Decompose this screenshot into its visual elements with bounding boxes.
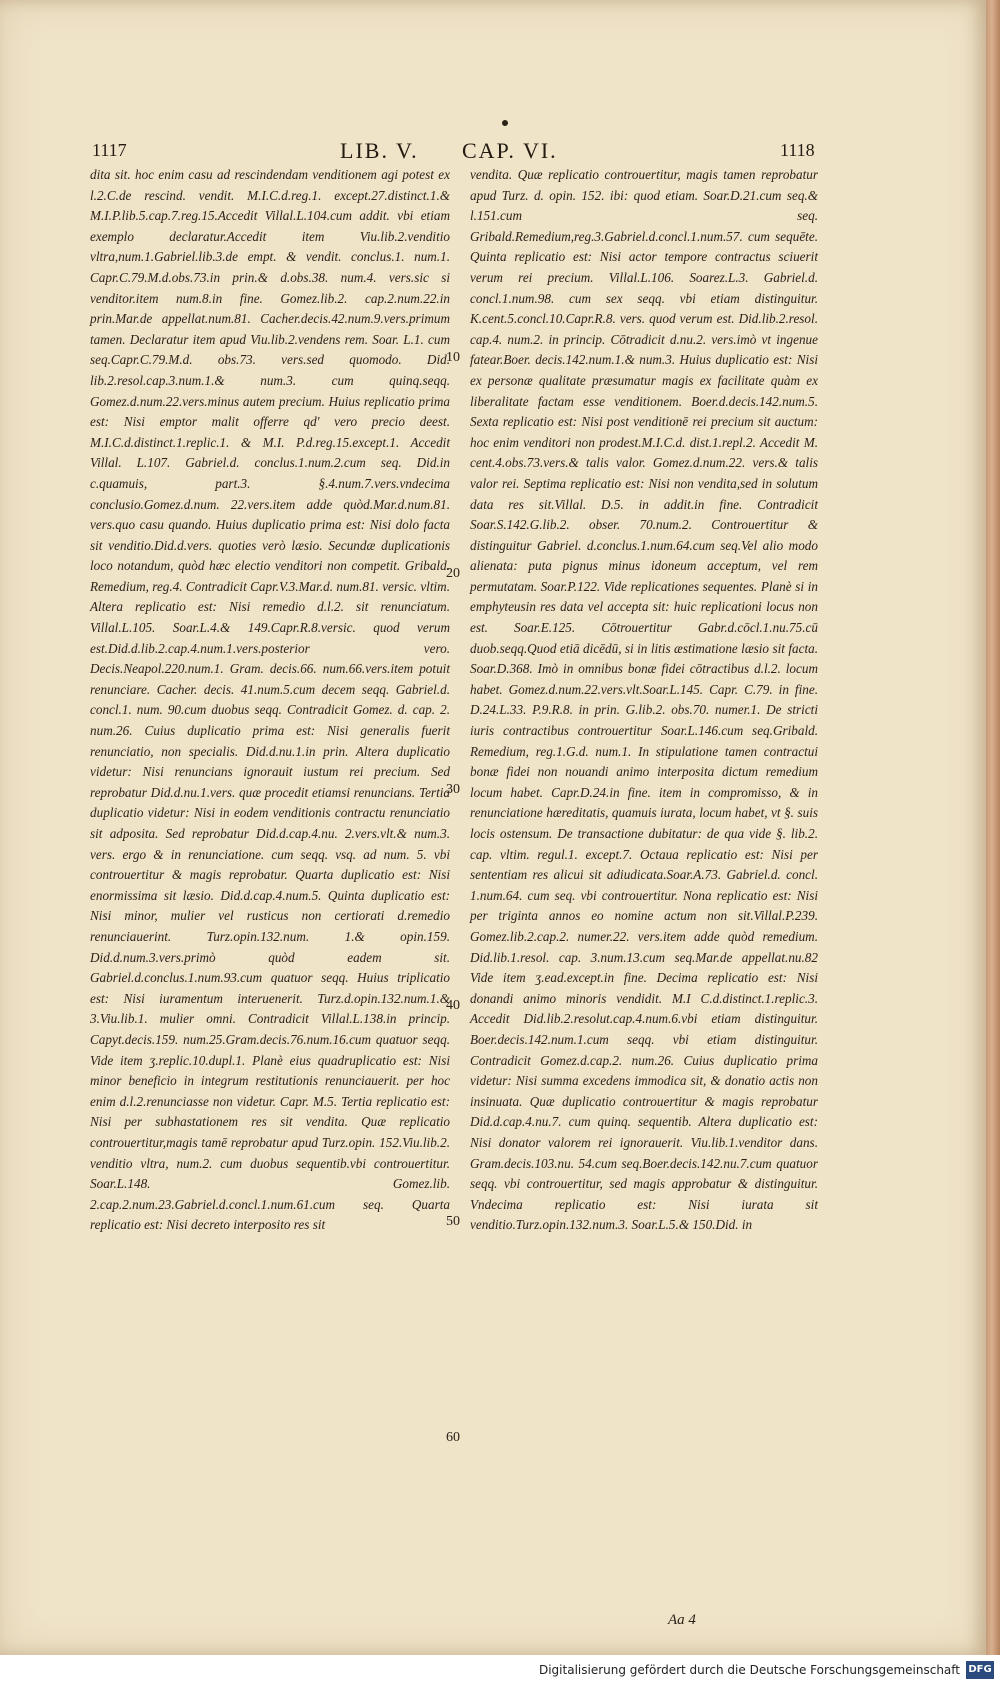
- right-page-number: 1118: [780, 140, 815, 160]
- footer-credit: Digitalisierung gefördert durch die Deutsche Forschungsgemeinschaft: [538, 1663, 960, 1677]
- right-column-text: vendita. Quæ replicatio controuertitur, magis tamen reprobatur apud Turz. d. opin. 152. ibi: quod etiam. Soar.D.21.cum seq.& l.151.cum seq. Gribald.Remedium,reg.3.Gabriel.d.concl.1.num.57. cum sequēte. Quinta replicatio est: Nisi actor tempore contractus sciuerit verum rei precium. Villal.L.106. Soarez.L.3. Gabriel.d. concl.1.num.98. cum sex seqq. vbi etiam distinguitur. K.cent.5.concl.10.Capr.R.8. vers. quod verum est. Did.lib.2.resol. cap.4. num.2. in princip. Cōtradicit d.nu.2. vers.imò vt ingenue fatear.Boer. decis.142.num.1.& num.3. Huius duplicatio est: Nisi ex personæ qualitate præsumatur magis ex facilitate quàm ex liberalitate factam esse venditionem. Boer.d.decis.142.num.5. Sexta replicatio est: Nisi post venditionē rei precium sit auctum: hoc enim venditori non prodest.M.I.C.d. dist.1.repl.2. Accedit M. cent.4.obs.73.vers.& talis valor. Gomez.d.num.22. vers.& talis valor rei. Septima replicatio est: Nisi non vendita,sed in solutum data res sit.Villal. D.5. in addit.in fine. Contradicit Soar.S.142.G.lib.2. obser. 70.num.2. Controuertitur & distinguitur Gabriel. d.conclus.1.num.64.cum seq.Vel alio modo alienata: puta pignus minus idoneum acceptum, vel rem permutatam. Soar.P.122. Vide replicationes sequentes. Planè si in emphyteusin res data vel accepta sit: huic replicationi locus non est. Soar.E.125. Cōtrouertitur Gabr.d.cōcl.1.nu.75.cū duob.seqq.Quod etiā dicēdū, si in litis æstimatione læsio sit facta. Soar.D.368. Imò in omnibus bonæ fidei cōtractibus d.l.2. locum habet. Gomez.d.num.22.vers.vlt.Soar.L.145. Capr. C.79. in fine. D.24.L.33. P.9.R.8. in prin. G.lib.2. obs.70. numer.1. De stricti iuris contractibus controuertitur Soar.L.146.cum seq.Gribald. Remedium, reg.1.G.d. num.1. In stipulatione tamen contractui bonæ fidei non nouandi animo interposita dictum remedium locum habet. Capr.D.24.in fine. item in compromisso, & in renunciatione hæreditatis, quamuis iurata, locum habet, vt §. suis locis ostensum. De transactione dubitatur: de qua vide §. lib.2. cap. vltim. regul.1. except.7. Octaua replicatio est: Nisi per sententiam res alicui sit adiudicata.Soar.A.73. Gabriel.d. concl. 1.num.64. cum seq. vbi controuertitur. Nona replicatio est: Nisi per triginta annos eo nomine actum non sit.Villal.P.239. Gomez.lib.2.cap.2. numer.22. vers.item adde quòd remedium. Did.lib.1.resol. cap. 3.num.13.cum seq.Mar.de appellat.nu.82 Vide item ʒ.ead.except.in fine. Decima replicatio est: Nisi donandi animo minoris vendidit. M.I C.d.distinct.1.replic.3. Accedit Did.lib.2.resolut.cap.4.num.6.vbi etiam distinguitur. Boer.decis.142.num.1.cum seqq. vbi etiam distinguitur. Contradicit Gomez.d.cap.2. num.26. Cuius duplicatio prima videtur: Nisi summa excedens immodica sit, & donatio actis non insinuata. Quæ duplicatio controuertitur & magis reprobatur Did.d.cap.4.nu.7. cum quinq. sequentib. Altera duplicatio est: Nisi donator valorem rei ignorauerit. Viu.lib.1.venditor dans. Gram.decis.103.nu. 54.cum seq.Boer.decis.142.nu.7.cum quatuor seqq. vbi controuertitur, sed magis approbatur & distinguitur. Vndecima replicatio est: Nisi iurata sit venditio.Turz.opin.132.num.3. Soar.L.5.& 150.Did. in: [470, 167, 818, 1233]
- line-number-40: 40: [446, 998, 460, 1013]
- footer-bar: [0, 1655, 1000, 1688]
- left-column-text: dita sit. hoc enim casu ad rescindendam venditionem agi potest ex l.2.C.de rescind. vendit. M.I.C.d.reg.1. except.27.distinct.1.& M.I.P.lib.5.cap.7.reg.15.Accedit Villal.L.104.cum addit. vbi etiam exemplo declaratur.Accedit item Viu.lib.2.venditio vltra,num.1.Gabriel.lib.3.de empt. & vendit. conclus.1. num.1. Capr.C.79.M.d.obs.73.in prin.& d.obs.38. num.4. vers.sic si venditor.item num.8.in fine. Gomez.lib.2. cap.2.num.22.in prin.Mar.de appellat.num.81. Cacher.decis.42.num.9.vers.primum tamen. Declaratur item apud Viu.lib.2.vendens rem. Soar. L.1. cum seq.Capr.C.79.M.d. obs.73. vers.sed quomodo. Did. lib.2.resol.cap.3.num.1.& num.3. cum quinq.seqq. Gomez.d.num.22.vers.minus autem precium. Huius replicatio prima est: Nisi emptor malit offerre qd' vero precio deest. M.I.C.d.distinct.1.replic.1. & M.I. P.d.reg.15.except.1. Accedit Villal. L.107. Gabriel.d. conclus.1.num.2.cum seq. Did.in c.quamuis, part.3. §.4.num.7.vers.vndecima conclusio.Gomez.d.num. 22.vers.item adde quòd.Mar.d.num.81. vers.quo casu quando. Huius duplicatio prima est: Nisi dolo facta sit venditio.Did.d.vers. quoties verò læsio. Secundæ duplicationis loco notandum, quòd hæc electio venditori non competit. Gribald. Remedium, reg.4. Contradicit Capr.V.3.Mar.d. num.81. versic. vltim. Altera replicatio est: Nisi remedio d.l.2. sit renunciatum. Villal.L.105. Soar.L.4.& 149.Capr.R.8.versic. quod verum est.Did.d.lib.2.cap.4.num.1.vers.posterior vero. Decis.Neapol.220.num.1. Gram. decis.66. num.66.vers.item potuit renunciare. Cacher. decis. 41.num.5.cum decem seqq. Gabriel.d. concl.1. num. 90.cum duobus seqq. Contradicit Gomez. d. cap. 2. num.26. Cuius duplicatio prima est: Nisi generalis fuerit renunciatio, non specialis. Did.d.nu.1.in prin. Altera duplicatio videtur: Nisi renuncians ignorauit iustum rei precium. Sed reprobatur Did.d.nu.1.vers. quæ procedit etiamsi renuncians. Tertia duplicatio videtur: Nisi in eodem venditionis contractu renunciatio sit adposita. Sed reprobatur Did.d.cap.4.nu. 2.vers.vlt.& num.3. vers. ergo & in renunciatione. cum seqq. vsq. ad num. 5. vbi controuertitur & magis reprobatur. Quarta duplicatio est: Nisi enormissima sit læsio. Did.d.cap.4.num.5. Quinta duplicatio est: Nisi minor, mulier vel rusticus non certiorati d.remedio renunciauerint. Turz.opin.132.num. 1.& opin.159. Did.d.num.3.vers.primò quòd eadem sit. Gabriel.d.conclus.1.num.93.cum quatuor seqq. Huius triplicatio est: Nisi iuramentum interuenerit. Turz.d.opin.132.num.1.& 3.Viu.lib.1. mulier omni. Contradicit Villal.L.138.in princip. Capyt.decis.159. num.25.Gram.decis.76.num.16.cum quatuor seqq. Vide item ʒ.replic.10.dupl.1. Planè eius quadruplicatio est: Nisi minor beneficio in integrum restitutionis renunciauerit. per hoc enim d.l.2.renunciasse non videtur. Capr. M.5. Tertia replicatio est: Nisi per subhastationem res sit vendita. Quæ replicatio controuertitur,magis tamē reprobatur apud Turz.opin. 152.Viu.lib.2. venditio vltra, num.2. cum duobus sequentib.vbi controuertitur. Soar.L.148. Gomez.lib. 2.cap.2.num.23.Gabriel.d.concl.1.num.61.cum seq. Quarta replicatio est: Nisi decreto interposito res sit: [90, 167, 450, 1233]
- left-text-column: [90, 165, 450, 1236]
- line-number-50: 50: [446, 1214, 460, 1229]
- line-number-20: 20: [446, 566, 460, 581]
- ink-dot: [502, 120, 508, 126]
- right-text-column: [470, 165, 818, 1236]
- dfg-logo-icon: DFG: [966, 1661, 994, 1679]
- running-title-right: CAP. VI.: [462, 138, 558, 163]
- running-title-left: LIB. V.: [340, 138, 419, 163]
- left-page-number: 1117: [92, 140, 127, 160]
- signature-mark: Aa 4: [668, 1612, 696, 1628]
- book-edge: [986, 0, 1000, 1655]
- line-number-30: 30: [446, 782, 460, 797]
- line-number-10: 10: [446, 350, 460, 365]
- line-number-60: 60: [446, 1430, 460, 1445]
